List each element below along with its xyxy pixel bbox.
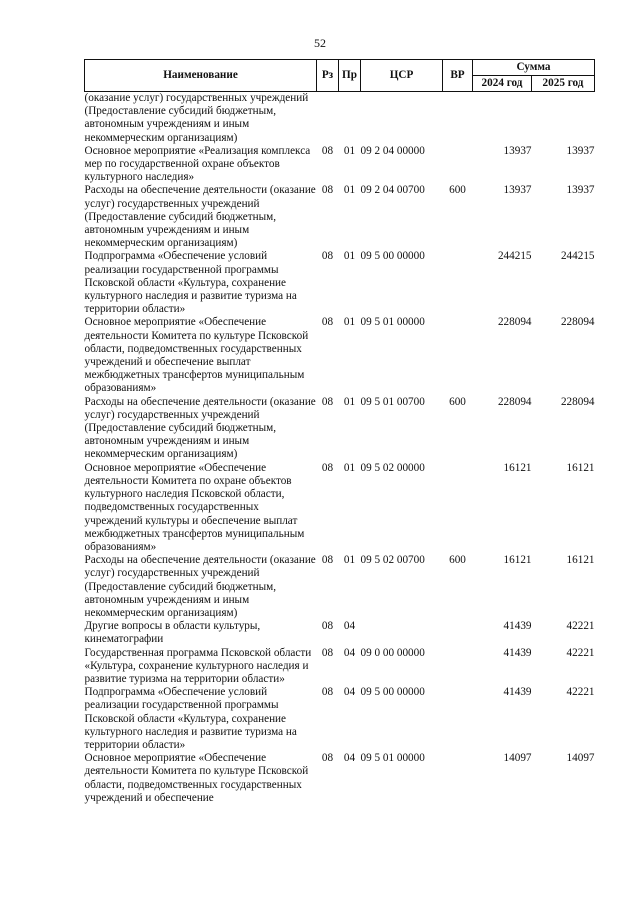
row-pr: 01 [343,316,356,329]
row-name: Основное мероприятие «Реализация комплекса мер по государственной охране объектов культурного наследия» [84,144,311,184]
row-vr: 600 [449,184,466,197]
row-csr: 09 0 00 00000 [360,646,425,659]
row-name: (оказание услуг) государственных учреждений (Предоставление субсидий бюджетным, автономным учреждениям и иным некоммерческим организациям) [84,92,309,144]
row-sum-2024: 13937 [503,184,532,197]
row-csr [361,620,443,646]
row-sum-2024: 244215 [497,250,532,263]
row-vr: 600 [449,395,466,408]
row-csr: 09 5 01 00000 [360,752,425,765]
row-csr: 09 2 04 00000 [360,144,425,157]
row-rz: 08 [321,144,334,157]
row-pr: 04 [343,646,356,659]
row-csr: 09 2 04 00700 [360,184,425,197]
header-year-2024: 2024 год [473,76,532,92]
row-pr: 01 [343,395,356,408]
row-sum-2025: 228094 [560,316,595,329]
row-csr: 09 5 01 00000 [360,316,425,329]
header-vr: ВР [443,60,473,92]
row-sum-2025: 13937 [566,144,595,157]
row-csr: 09 5 00 00000 [360,686,425,699]
row-name: Основное мероприятие «Обеспечение деятельности Комитета по культуре Псковской области, подведомственных государственных учреждений и обеспечение выплат межбюджетных трансфертов муниципальным образованиям» [84,316,309,395]
table-header [85,60,595,92]
row-vr: 600 [449,554,466,567]
header-sum: Сумма [473,60,595,76]
row-sum-2024: 41439 [503,646,532,659]
table-row [85,396,595,462]
row-sum-2024: 228094 [497,395,532,408]
row-rz: 08 [321,250,334,263]
row-pr: 01 [343,184,356,197]
row-vr [443,620,473,646]
row-sum-2025: 42221 [566,686,595,699]
table-row [85,145,595,185]
table-row [85,752,595,805]
row-csr [361,92,443,145]
row-pr [339,92,361,145]
table-row [85,554,595,620]
row-rz: 08 [321,395,334,408]
row-pr: 04 [343,686,356,699]
row-vr [443,686,473,752]
row-sum-2025: 16121 [566,554,595,567]
header-year-2025: 2025 год [532,76,595,92]
row-sum-2025: 14097 [566,752,595,765]
table-row [85,316,595,395]
row-pr: 01 [343,461,356,474]
row-rz: 08 [321,316,334,329]
row-sum-2024 [473,92,532,145]
row-sum-2025: 16121 [566,461,595,474]
header-name: Наименование [85,60,317,92]
row-vr [443,316,473,395]
row-vr [443,145,473,185]
row-pr: 04 [343,752,356,765]
row-rz: 08 [321,184,334,197]
row-vr [443,647,473,687]
row-rz: 08 [321,752,334,765]
row-pr: 01 [343,144,356,157]
row-csr: 09 5 01 00700 [360,395,425,408]
row-name: Основное мероприятие «Обеспечение деятельности Комитета по охране объектов культурного наследия Псковской области, подведомственных государственных учреждений культуры и обеспечение выплат межбюджетных трансфертов муниципальным образованиям» [84,461,305,553]
row-name: Подпрограмма «Обеспечение условий реализации государственной программы Псковской области «Культура, сохранение культурного наследия и развитие туризма на территории области» [84,686,297,751]
row-vr [443,462,473,554]
table-body [85,92,595,805]
row-rz: 08 [321,620,334,633]
table-row [85,462,595,554]
row-name: Государственная программа Псковской области «Культура, сохранение культурного наследия и развитие туризма на территории области» [84,646,312,685]
budget-table [84,59,595,805]
table-row [85,250,595,316]
header-pr: Пр [339,60,361,92]
header-csr: ЦСР [361,60,443,92]
row-csr: 09 5 00 00000 [360,250,425,263]
row-sum-2025: 244215 [560,250,595,263]
row-rz [317,92,339,145]
header-rz: Рз [317,60,339,92]
row-rz: 08 [321,686,334,699]
table-row [85,686,595,752]
row-name: Подпрограмма «Обеспечение условий реализации государственной программы Псковской области «Культура, сохранение культурного наследия и развитие туризма на территории области» [84,250,297,316]
row-vr [443,92,473,145]
row-sum-2025: 228094 [560,395,595,408]
row-sum-2025: 42221 [566,620,595,633]
row-name: Расходы на обеспечение деятельности (оказание услуг) государственных учреждений (Предоставление субсидий бюджетным, автономным учреждениям и иным некоммерческим организациям) [84,184,316,250]
row-vr [443,752,473,805]
row-rz: 08 [321,554,334,567]
row-sum-2024: 228094 [497,316,532,329]
row-sum-2024: 16121 [503,554,532,567]
row-sum-2024: 41439 [503,686,532,699]
table-row [85,647,595,687]
table-row [85,620,595,646]
row-name: Основное мероприятие «Обеспечение деятельности Комитета по культуре Псковской области, подведомственных государственных учреждений и обеспечение [84,752,309,804]
row-sum-2025: 13937 [566,184,595,197]
row-name: Расходы на обеспечение деятельности (оказание услуг) государственных учреждений (Предоставление субсидий бюджетным, автономным учреждениям и иным некоммерческим организациям) [84,395,316,461]
row-pr: 01 [343,250,356,263]
row-rz: 08 [321,461,334,474]
row-rz: 08 [321,646,334,659]
row-pr: 01 [343,554,356,567]
row-pr: 04 [343,620,356,633]
row-csr: 09 5 02 00700 [360,554,425,567]
row-sum-2024: 41439 [503,620,532,633]
row-sum-2025: 42221 [566,646,595,659]
row-sum-2024: 14097 [503,752,532,765]
row-name: Расходы на обеспечение деятельности (оказание услуг) государственных учреждений (Предоставление субсидий бюджетным, автономным учреждениям и иным некоммерческим организациям) [84,554,316,619]
row-name: Другие вопросы в области культуры, кинематографии [84,620,261,646]
row-csr: 09 5 02 00000 [360,461,425,474]
table-row [85,184,595,250]
table-row [85,92,595,145]
row-sum-2024: 16121 [503,461,532,474]
row-vr [443,250,473,316]
row-sum-2024: 13937 [503,144,532,157]
page-number: 52 [314,36,326,50]
row-sum-2025 [532,92,595,145]
